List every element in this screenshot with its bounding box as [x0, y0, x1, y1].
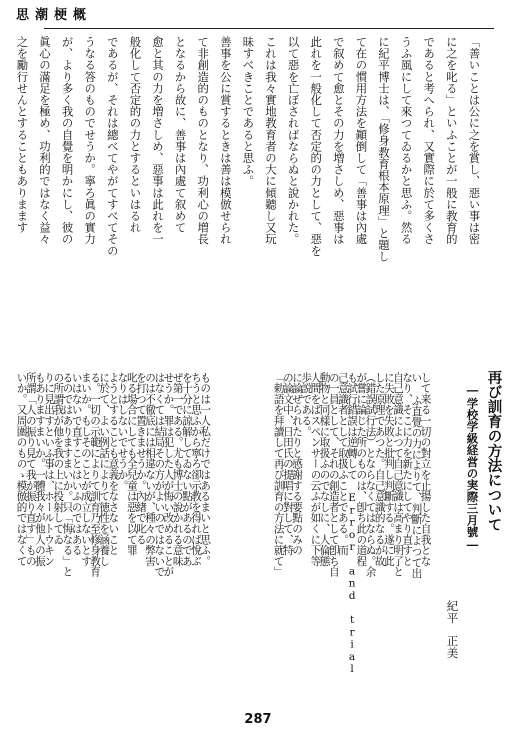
header-rule	[44, 28, 494, 29]
text-column: 人間をばスペンサーの云ふが如くに下等	[309, 372, 322, 567]
text-column: 叱る場合にしても全兒童は惡を以て罪	[125, 372, 138, 556]
text-column: 所謂「人の振り見て我が振り直す」もの	[24, 372, 37, 567]
text-column: て在の慣用方法を顚倒して「善事は內處	[354, 36, 369, 245]
text-column: る。一切の示範によりて訓育乃至修身教育	[89, 372, 102, 578]
text-column: 「善いことは公に之を賞し、惡い事は密	[467, 36, 482, 245]
text-column: 動物と同樣に取扱ふのでなしに、人倫態	[318, 372, 331, 567]
text-column: に論ぜられたりと感謝する要點のみの	[291, 372, 304, 556]
text-column: の一員として、それの創造者として卽ち自	[327, 372, 340, 578]
text-column: して来る一切の對立を止揚した自我とな	[419, 372, 432, 567]
text-column: 「勅語を拜讀して再び訓育の方法に就て」	[272, 372, 285, 578]
text-column: した原理であつた。自己意識的なるが故	[373, 372, 386, 567]
text-column: 般化して否定的の力とするといはるれ	[128, 36, 143, 234]
text-column: に於て、よい例話によりて徳性を涵養し	[98, 372, 111, 567]
text-column: 此れを一般化して否定的の力として、惡を	[309, 36, 324, 257]
text-column: 昧すべきことであると思ふ。	[241, 36, 256, 187]
text-column: りに見出すといふ事は、ホールトウキン	[43, 372, 56, 567]
text-column: のは不徹底には相違ないが、種々の弊害	[144, 372, 157, 567]
text-column: ぜ第一である。尤も博士の說かれる意味	[171, 372, 184, 567]
text-column: に紀平博士は、「修身教育根本原理」と題し	[377, 36, 391, 263]
text-column: 眞心の滿足を極め、功利的ではなく益々	[38, 36, 52, 245]
text-column: （錯誤試行法）とならなくてはならぬ。余	[364, 372, 377, 578]
page-number: 287	[244, 712, 272, 727]
text-column: を十分に諒解してゐない點があるのであ	[180, 372, 193, 567]
text-column: 自己意識によつて自己意識は高まり明了と	[392, 372, 405, 578]
text-column: で叙めて愈とその力を増さしめ、惡事は	[331, 36, 346, 245]
text-column: い ふ直覺の力によりて、判斷によつて出	[410, 372, 423, 579]
text-column: ちうと思ふから寧ろ卻示教を得れば悅ぶ	[190, 372, 203, 567]
text-column: なり、そこに力を新たにしてやり直すと	[401, 372, 414, 567]
text-column: に之を叱る」といふことが一般に教育的	[444, 36, 459, 245]
article-title: 再び訓育の方法について	[485, 370, 503, 532]
text-column: いか。又周圍のものゝ模倣的ではなくて	[15, 372, 28, 567]
text-column: うふ風にして來つてゐるかと思ふ。然る	[399, 36, 414, 245]
text-column: はなくては結局その方がよいのではないで	[153, 372, 166, 578]
text-column: て非創造的のものとなり、功利心の増長	[196, 36, 211, 245]
text-column: 之を勵行せんとすることもありまます	[15, 36, 30, 234]
text-column: なりはしないでせうか。	[116, 372, 129, 491]
text-column: が、より多く我の自覺を明かにし、彼の	[60, 36, 75, 245]
text-column: ものは一人私だけではあるまいと思ふ。	[199, 372, 212, 567]
text-column: が嘗に論じた所のものは、卽ち此の道程	[355, 372, 368, 567]
text-column: に失敗を失敗と批判し判斷する。遂に此	[382, 372, 395, 567]
article-subtitle: ―学校学級経営の実際三月號―	[465, 383, 480, 552]
text-column: いはないで直すことはいふのではある	[70, 372, 83, 556]
text-column: るのではありますまいか。只「悔なる」と	[61, 372, 74, 578]
text-column: これは我々實地教育者の大に傾聽し又玩	[264, 36, 278, 245]
text-column: 以て惡を亡ぼさればならぬと說かれた。	[286, 36, 301, 245]
text-column: であるが、それは總べてやがてすべてその	[105, 36, 120, 257]
text-column: ようとすることも意義をなさないこと	[107, 372, 120, 556]
article-author: 紀平 正美	[445, 600, 460, 659]
text-column: 歩説である。	[300, 372, 313, 437]
text-column: となるから故に、善事は內處て叙めて	[173, 36, 188, 234]
text-column: 愈と其の力を増さしめ、惡事は此れを一	[151, 36, 165, 245]
text-column: もありますまいか。一體我々が他人の振	[33, 372, 46, 567]
running-head: 思潮梗概	[16, 8, 93, 23]
text-column: まいか。もしそのことが成立しないとす	[79, 372, 92, 567]
text-column: の論文中、日田氏の提唱に對して、特	[281, 372, 294, 556]
text-column: うなる答のものでせうか。寧ろ眞の實力	[83, 36, 98, 245]
text-column: の所謂我が他を我の上に投射してゐ	[52, 372, 65, 545]
text-column: も試行錯誤は逆轉して Error and trial	[346, 372, 359, 676]
text-column: を打つて置きませうか。內緖で叱る	[134, 372, 147, 545]
text-column: 善事を公に賞するときは善は模倣せられ	[218, 36, 233, 245]
text-column: せうか。罪は犯した人が悔い改めることが	[162, 372, 175, 578]
text-column: 己意識者として取扱ふことである。而	[336, 372, 349, 556]
text-column: であると考へられ、又實際に於て多くさ	[422, 36, 437, 245]
